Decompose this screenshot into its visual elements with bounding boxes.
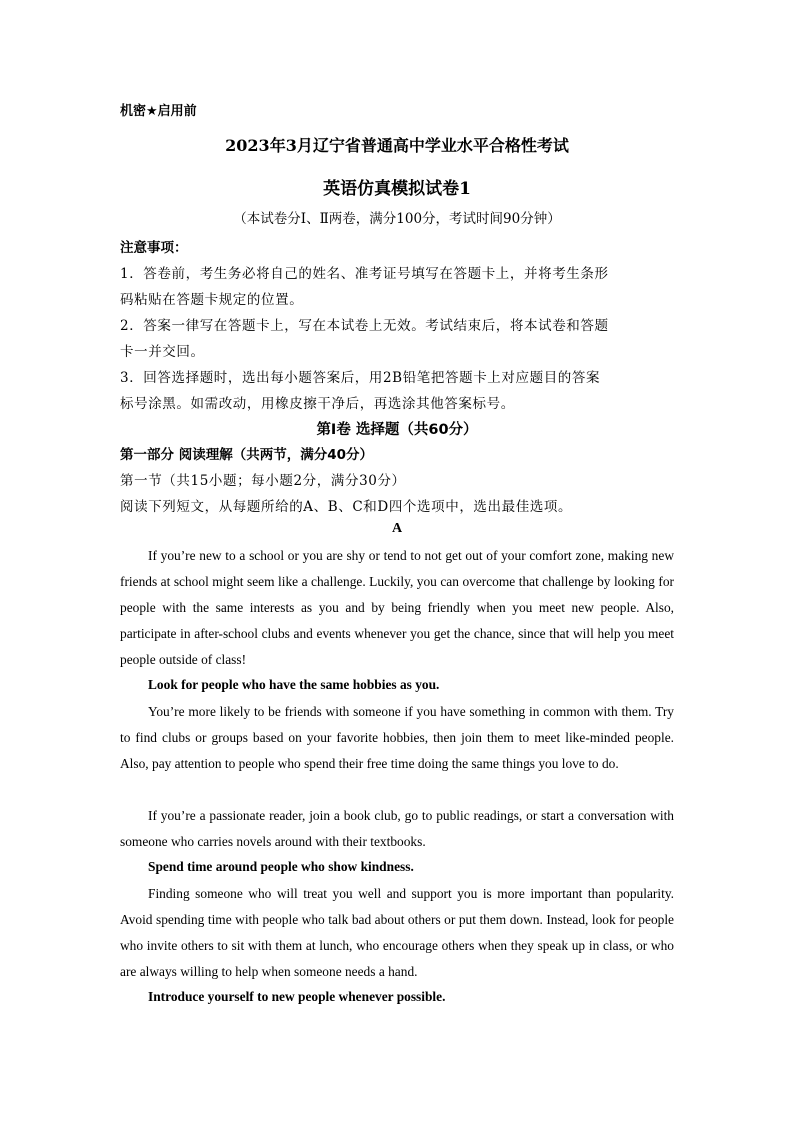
passage-label: A [391, 521, 403, 536]
passage-paragraph: Finding someone who will treat you well and support you is more important than popularity. Avoid spending time with people who talk bad about others or put them down. Instead, look for people who invite others to sit with them at lunch, who encourage others when they speak up in class, or who are always willing to help when someone needs a hand. [120, 886, 674, 979]
note-line: 2．答案一律写在答题卡上，写在本试卷上无效。考试结束后，将本试卷和答题 [120, 318, 609, 334]
note-line: 3．回答选择题时，选出每小题答案后，用2B铅笔把答题卡上对应题目的答案 [120, 370, 601, 386]
volume-heading: 第Ⅰ卷 选择题（共60分） [316, 422, 478, 438]
confidential-label: 机密★启用前 [120, 104, 197, 119]
note-line: 标号涂黑。如需改动，用橡皮擦干净后，再选涂其他答案标号。 [120, 396, 515, 412]
passage-paragraph: If you’re new to a school or you are shy or tend to not get out of your comfort zone, making new friends at school might seem like a challenge. Luckily, you can overcome that challenge by looking for people with the same interests as you and by being friendly when you meet new people. Also, participate in after-school clubs and events whenever you get the chance, since that will help you meet people outside of class! [120, 548, 674, 667]
note-line: 1．答卷前，考生务必将自己的姓名、准考证号填写在答题卡上，并将考生条形 [120, 266, 609, 282]
passage-subheading: Look for people who have the same hobbies as you. [148, 677, 440, 692]
exam-title: 2023年3月辽宁省普通高中学业水平合格性考试 [225, 136, 569, 155]
notes-heading: 注意事项： [120, 240, 188, 256]
passage-subheading: Spend time around people who show kindness. [148, 859, 414, 874]
section-heading: 第一节（共15小题；每小题2分，满分30分） [120, 473, 406, 489]
part-heading: 第一部分 阅读理解（共两节，满分40分） [120, 447, 373, 463]
note-line: 卡一并交回。 [120, 344, 205, 360]
passage-paragraph: You’re more likely to be friends with someone if you have something in common with them. Try to find clubs or groups based on your favorite hobbies, then join them to meet like-minded people. Also, pay attention to people who spend their free time doing the same things you love to do. [120, 704, 674, 771]
passage-paragraph: If you’re a passionate reader, join a book club, go to public readings, or start a conversation with someone who carries novels around with their textbooks. [120, 808, 674, 849]
paper-title: 英语仿真模拟试卷1 [323, 179, 471, 199]
paper-info: （本试卷分Ⅰ、Ⅱ两卷，满分100分，考试时间90分钟） [233, 211, 561, 227]
passage-subheading: Introduce yourself to new people whenever possible. [148, 989, 446, 1004]
note-line: 码粘贴在答题卡规定的位置。 [120, 292, 304, 308]
instruction-text: 阅读下列短文，从每题所给的A、B、C和D四个选项中，选出最佳选项。 [120, 499, 573, 515]
